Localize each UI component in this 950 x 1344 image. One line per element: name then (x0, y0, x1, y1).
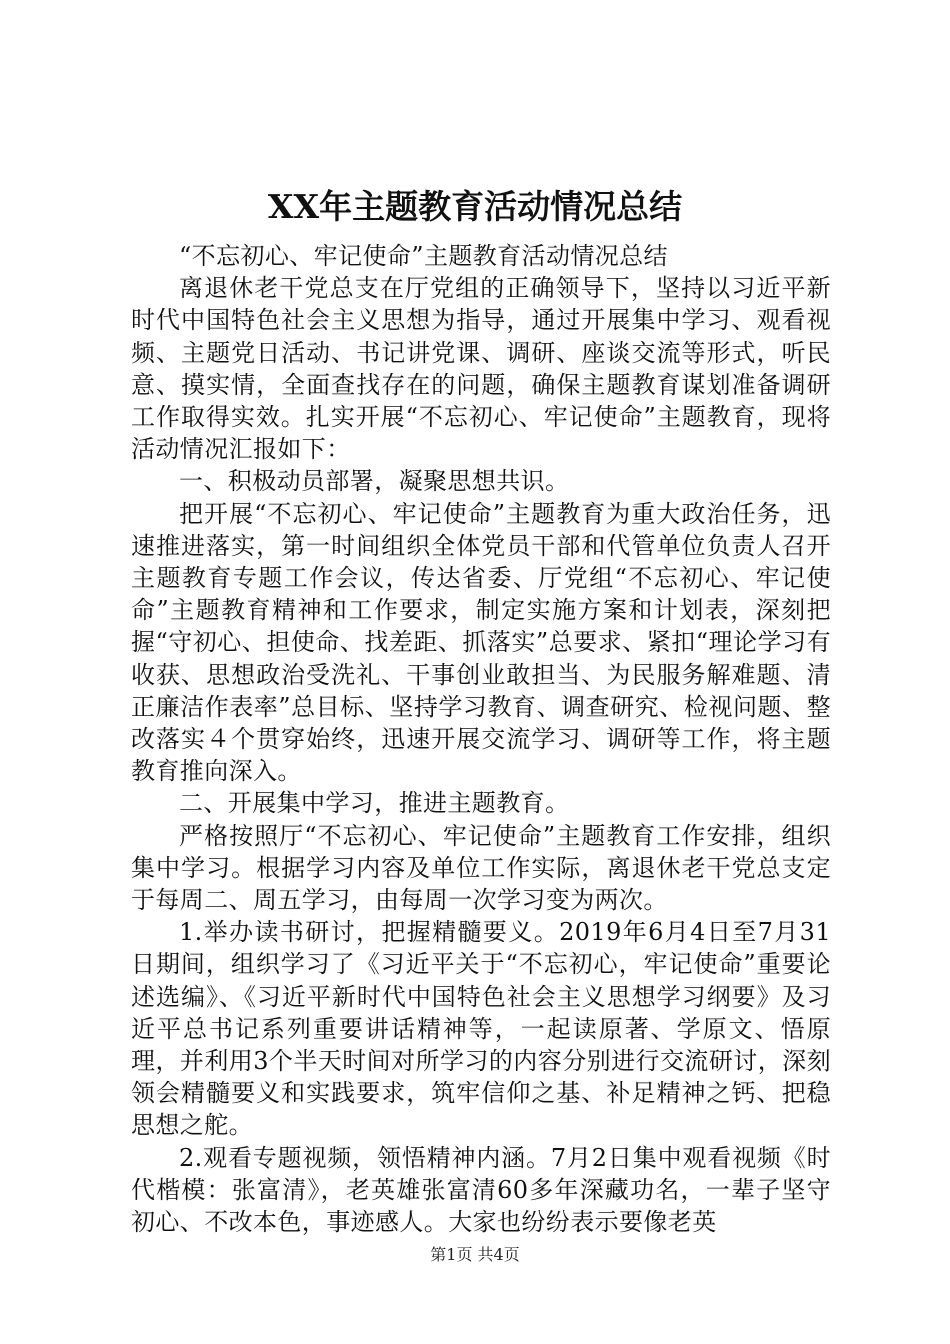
paragraph-item-1: 1.举办读书研讨，把握精髓要义。2019年6月4日至7月31日期间，组织学习了《习近平关于“不忘初心，牢记使命”重要论述选编》、《习近平新时代中国特色社会主义思想学习纲要》及习近平总书记系列重要讲话精神等，一起读原著、学原文、悟原理，并利用3个半天时间对所学习的内容分别进行交流研讨，深刻领会精髓要义和实践要求，筑牢信仰之基、补足精神之钙、把稳思想之舵。 (131, 918, 831, 1140)
paragraph-intro: 离退休老干党总支在厅党组的正确领导下，坚持以习近平新时代中国特色社会主义思想为指导，通过开展集中学习、观看视频、主题党日活动、书记讲党课、调研、座谈交流等形式，听民意、摸实情，全面查找存在的问题，确保主题教育谋划准备调研工作取得实效。扎实开展“不忘初心、牢记使命”主题教育，现将活动情况汇报如下： (131, 274, 831, 464)
section-heading-2: 二、开展集中学习，推进主题教育。 (179, 789, 570, 818)
paragraph-subtitle: “不忘初心、牢记使命”主题教育活动情况总结 (179, 242, 668, 270)
paragraph-section-1: 把开展“不忘初心、牢记使命”主题教育为重大政治任务，迅速推进落实，第一时间组织全体党员干部和代管单位负责人召开主题教育专题工作会议，传达省委、厅党组“不忘初心、牢记使命”主题教育精神和工作要求，制定实施方案和计划表，深刻把握“守初心、担使命、找差距、抓落实”总要求、紧扣“理论学习有收获、思想政治受洗礼、干事创业敢担当、为民服务解难题、清正廉洁作表率”总目标、坚持学习教育、调查研究、检视问题、整改落实４个贯穿始终，迅速开展交流学习、调研等工作，将主题教育推向深入。 (131, 499, 831, 786)
section-heading-1: 一、积极动员部署，凝聚思想共识。 (179, 467, 570, 496)
paragraph-section-2: 严格按照厅“不忘初心、牢记使命”主题教育工作安排，组织集中学习。根据学习内容及单位工作实际，离退休老干党总支定于每周二、周五学习，由每周一次学习变为两次。 (131, 821, 831, 915)
document-title: XX年主题教育活动情况总结 (267, 187, 683, 226)
paragraph-item-2: 2.观看专题视频，领悟精神内涵。7月2日集中观看视频《时代楷模：张富清》，老英雄张富清60多年深藏功名，一辈子坚守初心、不改本色，事迹感人。大家也纷纷表示要像老英 (131, 1143, 831, 1237)
document-body (131, 240, 831, 1238)
page-number-footer: 第1页 共4页 (430, 1245, 520, 1264)
